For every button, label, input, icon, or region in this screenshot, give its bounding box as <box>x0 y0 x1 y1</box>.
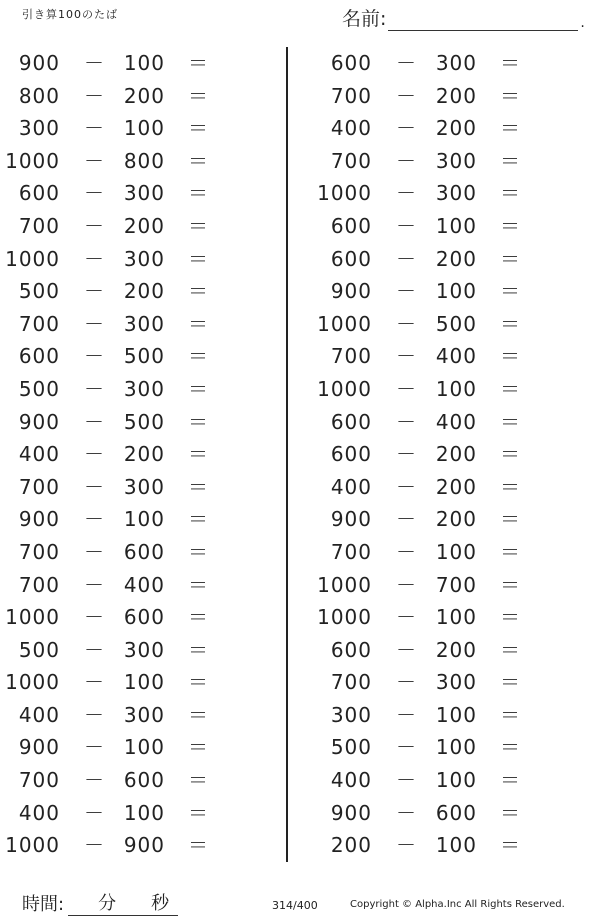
minus-sign: － <box>84 344 105 369</box>
minus-sign: － <box>396 246 417 271</box>
minuend: 900 <box>18 735 60 760</box>
name-field <box>342 4 585 31</box>
problem-row <box>312 145 592 178</box>
equals-sign: ＝ <box>500 279 521 304</box>
problem-row <box>0 731 280 764</box>
equals-sign: ＝ <box>188 344 209 369</box>
problem-row <box>312 601 592 634</box>
problem-row <box>312 340 592 373</box>
equals-sign: ＝ <box>188 572 209 597</box>
subtrahend: 200 <box>435 507 477 532</box>
minuend: 1000 <box>317 376 372 401</box>
equals-sign: ＝ <box>188 83 209 108</box>
equals-sign: ＝ <box>500 148 521 173</box>
equals-sign: ＝ <box>188 474 209 499</box>
subtrahend: 600 <box>123 768 165 793</box>
problem-row <box>0 210 280 243</box>
minuend: 600 <box>18 181 60 206</box>
equals-sign: ＝ <box>500 181 521 206</box>
minuend: 1000 <box>317 572 372 597</box>
equals-sign: ＝ <box>188 311 209 336</box>
minus-sign: － <box>84 800 105 825</box>
equals-sign: ＝ <box>188 148 209 173</box>
problem-row <box>0 601 280 634</box>
minus-sign: － <box>396 376 417 401</box>
minus-sign: － <box>84 539 105 564</box>
subtrahend: 100 <box>123 51 165 75</box>
subtrahend: 300 <box>123 246 165 271</box>
equals-sign: ＝ <box>188 605 209 630</box>
problem-row <box>312 471 592 504</box>
problem-row <box>312 210 592 243</box>
problem-row <box>0 569 280 602</box>
problem-row <box>312 503 592 536</box>
subtrahend: 400 <box>123 572 165 597</box>
equals-sign: ＝ <box>188 213 209 238</box>
equals-sign: ＝ <box>188 181 209 206</box>
minuend: 500 <box>18 376 60 401</box>
minus-sign: － <box>396 474 417 499</box>
equals-sign: ＝ <box>500 768 521 793</box>
equals-sign: ＝ <box>500 409 521 434</box>
minus-sign: － <box>84 311 105 336</box>
equals-sign: ＝ <box>500 51 521 75</box>
minuend: 800 <box>18 83 60 108</box>
minuend: 700 <box>330 539 372 564</box>
equals-sign: ＝ <box>500 442 521 467</box>
minuend: 500 <box>18 279 60 304</box>
minuend: 300 <box>330 702 372 727</box>
minus-sign: － <box>396 605 417 630</box>
name-label: 名前: <box>342 8 387 30</box>
minuend: 400 <box>330 474 372 499</box>
subtrahend: 500 <box>123 409 165 434</box>
minuend: 400 <box>330 768 372 793</box>
subtrahend: 100 <box>435 702 477 727</box>
minutes-label: 分 <box>98 893 117 914</box>
equals-sign: ＝ <box>500 670 521 695</box>
problem-row <box>312 80 592 113</box>
minus-sign: － <box>84 637 105 662</box>
equals-sign: ＝ <box>188 670 209 695</box>
equals-sign: ＝ <box>500 833 521 858</box>
minus-sign: － <box>396 735 417 760</box>
subtrahend: 300 <box>123 474 165 499</box>
equals-sign: ＝ <box>188 279 209 304</box>
minuend: 500 <box>330 735 372 760</box>
problem-row <box>0 373 280 406</box>
subtrahend: 100 <box>435 605 477 630</box>
subtrahend: 300 <box>435 148 477 173</box>
minus-sign: － <box>396 507 417 532</box>
minus-sign: － <box>396 213 417 238</box>
minuend: 400 <box>18 702 60 727</box>
minus-sign: － <box>84 376 105 401</box>
time-blank-line <box>68 895 178 916</box>
minus-sign: － <box>396 148 417 173</box>
minus-sign: － <box>84 507 105 532</box>
subtrahend: 100 <box>435 376 477 401</box>
equals-sign: ＝ <box>500 800 521 825</box>
subtrahend: 600 <box>435 800 477 825</box>
minus-sign: － <box>84 409 105 434</box>
subtrahend: 200 <box>123 442 165 467</box>
time-field <box>22 890 178 916</box>
problem-row <box>0 406 280 439</box>
equals-sign: ＝ <box>500 246 521 271</box>
subtrahend: 900 <box>123 833 165 858</box>
equals-sign: ＝ <box>188 800 209 825</box>
problem-row <box>0 243 280 276</box>
minus-sign: － <box>84 670 105 695</box>
minuend: 700 <box>330 148 372 173</box>
subtrahend: 700 <box>435 572 477 597</box>
minuend: 1000 <box>5 670 60 695</box>
subtrahend: 100 <box>435 768 477 793</box>
subtrahend: 100 <box>435 279 477 304</box>
minuend: 700 <box>18 213 60 238</box>
subtrahend: 200 <box>435 637 477 662</box>
equals-sign: ＝ <box>188 442 209 467</box>
subtrahend: 500 <box>435 311 477 336</box>
equals-sign: ＝ <box>500 213 521 238</box>
subtrahend: 100 <box>435 833 477 858</box>
minuend: 700 <box>330 83 372 108</box>
problem-row <box>312 829 592 862</box>
problem-column-left <box>0 47 280 862</box>
minuend: 1000 <box>5 148 60 173</box>
minus-sign: － <box>396 409 417 434</box>
minuend: 400 <box>18 442 60 467</box>
minuend: 600 <box>330 409 372 434</box>
minus-sign: － <box>84 768 105 793</box>
minuend: 600 <box>330 51 372 75</box>
minus-sign: － <box>84 833 105 858</box>
minuend: 600 <box>330 637 372 662</box>
minuend: 1000 <box>317 605 372 630</box>
minus-sign: － <box>84 474 105 499</box>
equals-sign: ＝ <box>188 409 209 434</box>
subtrahend: 600 <box>123 539 165 564</box>
problem-row <box>0 177 280 210</box>
minus-sign: － <box>84 572 105 597</box>
problem-row <box>0 503 280 536</box>
subtrahend: 100 <box>435 213 477 238</box>
subtrahend: 100 <box>435 735 477 760</box>
equals-sign: ＝ <box>188 637 209 662</box>
equals-sign: ＝ <box>500 376 521 401</box>
minuend: 900 <box>330 279 372 304</box>
equals-sign: ＝ <box>500 735 521 760</box>
problem-row <box>0 438 280 471</box>
minuend: 400 <box>330 116 372 141</box>
subtrahend: 200 <box>123 213 165 238</box>
time-label: 時間: <box>22 894 65 915</box>
minuend: 900 <box>330 507 372 532</box>
minus-sign: － <box>396 637 417 662</box>
subtrahend: 400 <box>435 409 477 434</box>
subtrahend: 100 <box>123 670 165 695</box>
equals-sign: ＝ <box>188 507 209 532</box>
minus-sign: － <box>84 442 105 467</box>
problem-row <box>312 797 592 830</box>
problem-row <box>312 373 592 406</box>
minuend: 700 <box>330 344 372 369</box>
problem-row <box>312 438 592 471</box>
problem-row <box>312 243 592 276</box>
equals-sign: ＝ <box>188 51 209 75</box>
problem-row <box>0 536 280 569</box>
minuend: 500 <box>18 637 60 662</box>
minus-sign: － <box>396 670 417 695</box>
minuend: 700 <box>18 539 60 564</box>
problem-row <box>0 47 280 80</box>
problem-row <box>312 275 592 308</box>
minus-sign: － <box>396 83 417 108</box>
column-divider <box>286 47 288 862</box>
problem-row <box>312 634 592 667</box>
minuend: 700 <box>18 474 60 499</box>
minuend: 1000 <box>317 311 372 336</box>
problem-row <box>0 471 280 504</box>
problem-row <box>0 145 280 178</box>
minus-sign: － <box>84 51 105 75</box>
minus-sign: － <box>84 735 105 760</box>
minuend: 300 <box>18 116 60 141</box>
minus-sign: － <box>84 116 105 141</box>
minuend: 400 <box>18 800 60 825</box>
problem-row <box>312 112 592 145</box>
problem-row <box>0 666 280 699</box>
equals-sign: ＝ <box>500 507 521 532</box>
minus-sign: － <box>396 279 417 304</box>
subtrahend: 200 <box>435 474 477 499</box>
equals-sign: ＝ <box>500 637 521 662</box>
problem-row <box>0 764 280 797</box>
worksheet-title: 引き算100のたば <box>22 8 118 21</box>
subtrahend: 200 <box>123 279 165 304</box>
minus-sign: － <box>396 442 417 467</box>
problem-row <box>0 308 280 341</box>
minuend: 600 <box>18 344 60 369</box>
subtrahend: 100 <box>435 539 477 564</box>
minus-sign: － <box>396 572 417 597</box>
equals-sign: ＝ <box>500 311 521 336</box>
problem-row <box>312 569 592 602</box>
page-number: 314/400 <box>272 899 318 912</box>
minus-sign: － <box>84 702 105 727</box>
equals-sign: ＝ <box>500 572 521 597</box>
problem-row <box>312 666 592 699</box>
equals-sign: ＝ <box>500 702 521 727</box>
minuend: 700 <box>330 670 372 695</box>
minus-sign: － <box>396 768 417 793</box>
minus-sign: － <box>84 213 105 238</box>
minuend: 1000 <box>5 246 60 271</box>
seconds-label: 秒 <box>151 893 170 914</box>
minus-sign: － <box>84 148 105 173</box>
copyright-notice: Copyright © Alpha.Inc All Rights Reserved. <box>350 899 565 910</box>
problem-row <box>312 47 592 80</box>
minus-sign: － <box>396 51 417 75</box>
problem-row <box>312 177 592 210</box>
problem-row <box>0 634 280 667</box>
equals-sign: ＝ <box>188 246 209 271</box>
problem-row <box>0 112 280 145</box>
equals-sign: ＝ <box>188 735 209 760</box>
minus-sign: － <box>396 833 417 858</box>
minus-sign: － <box>396 539 417 564</box>
subtrahend: 100 <box>123 116 165 141</box>
equals-sign: ＝ <box>500 539 521 564</box>
minuend: 900 <box>330 800 372 825</box>
equals-sign: ＝ <box>188 116 209 141</box>
name-blank-line <box>388 12 578 31</box>
problem-column-right <box>312 47 592 862</box>
problem-row <box>0 829 280 862</box>
equals-sign: ＝ <box>188 702 209 727</box>
minus-sign: － <box>84 246 105 271</box>
equals-sign: ＝ <box>500 605 521 630</box>
minuend: 700 <box>18 572 60 597</box>
equals-sign: ＝ <box>500 116 521 141</box>
subtrahend: 600 <box>123 605 165 630</box>
minuend: 900 <box>18 409 60 434</box>
problem-row <box>312 731 592 764</box>
minuend: 900 <box>18 507 60 532</box>
equals-sign: ＝ <box>188 768 209 793</box>
subtrahend: 200 <box>435 116 477 141</box>
equals-sign: ＝ <box>500 344 521 369</box>
subtrahend: 300 <box>123 181 165 206</box>
minuend: 1000 <box>317 181 372 206</box>
subtrahend: 200 <box>435 246 477 271</box>
subtrahend: 200 <box>435 442 477 467</box>
minus-sign: － <box>396 181 417 206</box>
subtrahend: 200 <box>435 83 477 108</box>
subtrahend: 100 <box>123 800 165 825</box>
subtrahend: 300 <box>435 670 477 695</box>
subtrahend: 100 <box>123 735 165 760</box>
minus-sign: － <box>84 279 105 304</box>
minuend: 600 <box>330 213 372 238</box>
minus-sign: － <box>396 702 417 727</box>
problem-row <box>0 80 280 113</box>
minuend: 600 <box>330 246 372 271</box>
subtrahend: 300 <box>123 637 165 662</box>
equals-sign: ＝ <box>188 539 209 564</box>
subtrahend: 300 <box>123 376 165 401</box>
minus-sign: － <box>84 181 105 206</box>
subtrahend: 800 <box>123 148 165 173</box>
name-dot: . <box>580 15 585 31</box>
subtrahend: 400 <box>435 344 477 369</box>
subtrahend: 300 <box>123 702 165 727</box>
minus-sign: － <box>84 83 105 108</box>
minus-sign: － <box>396 116 417 141</box>
minus-sign: － <box>396 311 417 336</box>
equals-sign: ＝ <box>188 833 209 858</box>
subtrahend: 300 <box>435 51 477 75</box>
minuend: 200 <box>330 833 372 858</box>
subtrahend: 300 <box>435 181 477 206</box>
subtrahend: 300 <box>123 311 165 336</box>
subtrahend: 500 <box>123 344 165 369</box>
subtrahend: 100 <box>123 507 165 532</box>
minus-sign: － <box>396 344 417 369</box>
minuend: 900 <box>18 51 60 75</box>
minuend: 700 <box>18 768 60 793</box>
equals-sign: ＝ <box>500 474 521 499</box>
equals-sign: ＝ <box>188 376 209 401</box>
problem-row <box>312 764 592 797</box>
problem-row <box>0 699 280 732</box>
subtrahend: 200 <box>123 83 165 108</box>
problem-row <box>312 536 592 569</box>
problem-row <box>312 406 592 439</box>
problem-row <box>312 699 592 732</box>
problem-row <box>0 275 280 308</box>
minuend: 1000 <box>5 833 60 858</box>
problem-row <box>0 797 280 830</box>
minus-sign: － <box>84 605 105 630</box>
problem-row <box>312 308 592 341</box>
equals-sign: ＝ <box>500 83 521 108</box>
problem-row <box>0 340 280 373</box>
minus-sign: － <box>396 800 417 825</box>
minuend: 600 <box>330 442 372 467</box>
minuend: 1000 <box>5 605 60 630</box>
minuend: 700 <box>18 311 60 336</box>
